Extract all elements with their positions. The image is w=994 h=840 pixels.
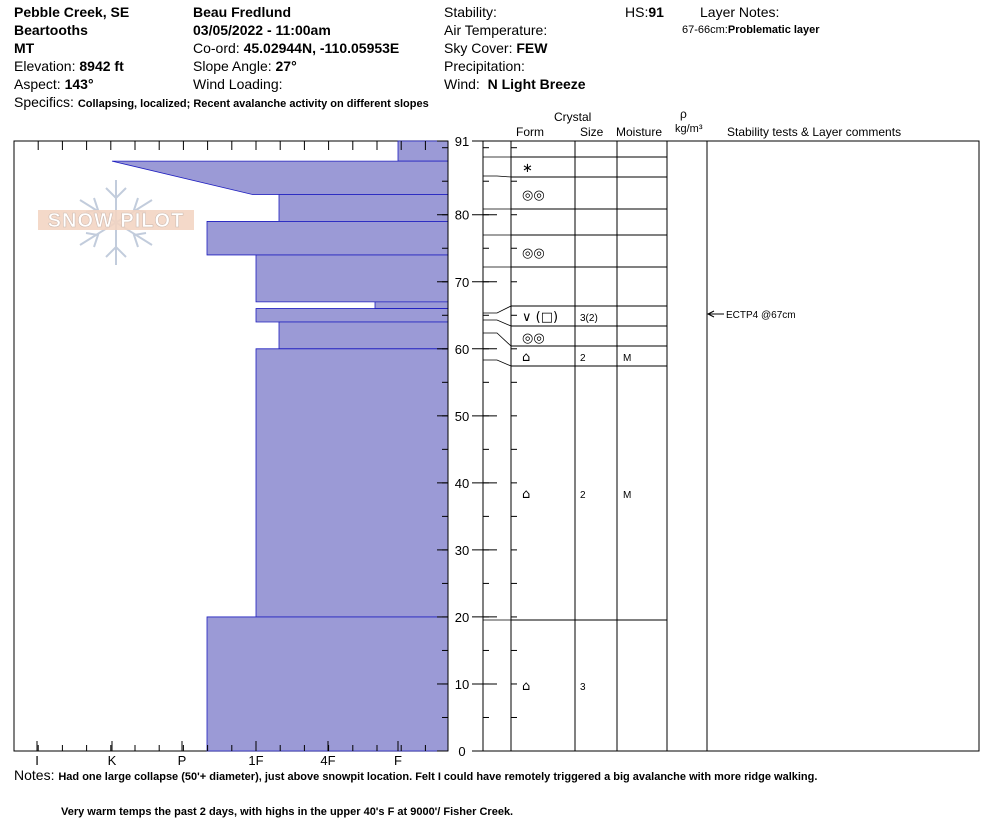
comments-header: Stability tests & Layer comments — [727, 125, 902, 139]
notes-label: Notes: — [14, 767, 55, 783]
density-header: kg/m³ — [675, 123, 703, 135]
moisture-value: M — [623, 490, 632, 501]
specifics-label: Specifics: — [14, 94, 74, 110]
layer-notes-label: Layer Notes: — [700, 4, 780, 20]
crystal-form: ⌂ — [522, 350, 531, 365]
crystal-size: 3(2) — [580, 313, 598, 324]
hardness-tick-label: P — [177, 753, 187, 768]
mountain-range: Beartooths — [14, 22, 88, 38]
wind-value: N Light Breeze — [487, 76, 586, 92]
sky-value: FEW — [516, 40, 548, 56]
depth-tick-label: 91 — [454, 134, 470, 149]
wind-label: Wind: — [444, 76, 480, 92]
layer-connector — [483, 333, 511, 346]
crystal-form: ◎◎ — [522, 246, 545, 261]
coord-label: Co-ord: — [193, 40, 240, 56]
elevation-label: Elevation: — [14, 58, 76, 74]
crystal-form: ◎◎ — [522, 188, 545, 203]
depth-tick-label: 10 — [454, 676, 470, 692]
depth-tick-label: 20 — [454, 609, 470, 625]
crystal-form: ∗ — [522, 161, 533, 176]
test-label: ECTP4 @67cm — [726, 310, 796, 321]
layer-connector — [483, 176, 511, 177]
hardness-layer — [375, 302, 448, 309]
notes-line-1: Had one large collapse (50'+ diameter), just above snowpit location. Felt I could have remotely triggered a big avalanche with more ridge walking. — [58, 771, 818, 783]
depth-tick-label: 80 — [454, 207, 470, 223]
hardness-layer — [279, 322, 448, 349]
crystal-form: ⌂ — [522, 679, 531, 694]
observation-datetime: 03/05/2022 - 11:00am — [193, 22, 331, 38]
stability-label: Stability: — [444, 4, 497, 20]
slope-value: 27° — [275, 58, 297, 74]
hardness-layer — [112, 161, 448, 195]
layer-note-range: 67-66cm: — [682, 24, 728, 36]
depth-tick-label: 60 — [454, 341, 470, 357]
form-header: Form — [516, 125, 544, 139]
hs-value: 91 — [648, 4, 664, 20]
depth-tick-label: 70 — [454, 274, 470, 290]
crystal-form: ◎◎ — [522, 331, 545, 346]
crystal-form: ⌂ — [522, 487, 531, 502]
snowpilot-logo — [38, 180, 194, 265]
hs-label: HS: — [625, 4, 649, 20]
observer-name: Beau Fredlund — [193, 4, 292, 20]
crystal-header: Crystal — [554, 110, 592, 124]
notes-row — [14, 767, 817, 783]
sky-label: Sky Cover: — [444, 40, 513, 56]
notes-line-2: Very warm temps the past 2 days, with highs in the upper 40's F at 9000'/ Fisher Creek. — [61, 806, 514, 818]
crystal-size: 2 — [580, 353, 586, 364]
layer-connector — [483, 306, 511, 313]
hardness-tick-label: 4F — [320, 753, 336, 768]
depth-tick-label: 30 — [454, 542, 470, 558]
depth-tick-label: 0 — [458, 744, 466, 759]
depth-tick-label: 40 — [454, 475, 470, 491]
crystal-size: 3 — [580, 682, 586, 693]
elevation-value: 8942 ft — [79, 58, 124, 74]
moisture-value: M — [623, 353, 632, 364]
aspect-label: Aspect: — [14, 76, 61, 92]
stability-test-marker — [708, 310, 796, 321]
hardness-tick-label: 1F — [248, 753, 264, 768]
hardness-layer — [256, 309, 448, 322]
crystal-size: 2 — [580, 490, 586, 501]
state: MT — [14, 40, 35, 56]
air-temp-label: Air Temperature: — [444, 22, 548, 38]
layer-connector — [483, 360, 511, 366]
logo-wordmark: SNOW PILOT — [47, 210, 185, 232]
slope-label: Slope Angle: — [193, 58, 272, 74]
hardness-tick-label: K — [107, 753, 117, 768]
moisture-header: Moisture — [616, 125, 663, 139]
hardness-layers — [112, 141, 448, 751]
depth-axis — [437, 134, 517, 759]
depth-tick-label: 50 — [454, 408, 470, 424]
aspect-value: 143° — [64, 76, 94, 92]
hardness-layer — [256, 349, 448, 617]
specifics-value: Collapsing, localized; Recent avalanche activity on different slopes — [77, 98, 429, 110]
rho-header: ρ — [680, 107, 687, 121]
layer-table-frame — [483, 141, 979, 751]
hardness-layer — [398, 141, 448, 161]
location-name: Pebble Creek, SE — [14, 4, 130, 20]
hardness-layer — [279, 195, 448, 222]
hardness-tick-label: F — [394, 753, 402, 768]
hardness-tick-label: I — [35, 753, 39, 768]
size-header: Size — [580, 125, 604, 139]
hardness-layer — [207, 221, 448, 255]
crystal-form: ∨ (□) — [522, 310, 559, 325]
layer-note-text: Problematic layer — [727, 24, 820, 36]
wind-loading-label: Wind Loading: — [193, 76, 283, 92]
hardness-layer — [256, 255, 448, 302]
precip-label: Precipitation: — [444, 58, 525, 74]
layer-connector — [483, 320, 511, 326]
coord-value: 45.02944N, -110.05953E — [243, 40, 400, 56]
hardness-layer — [207, 617, 448, 751]
